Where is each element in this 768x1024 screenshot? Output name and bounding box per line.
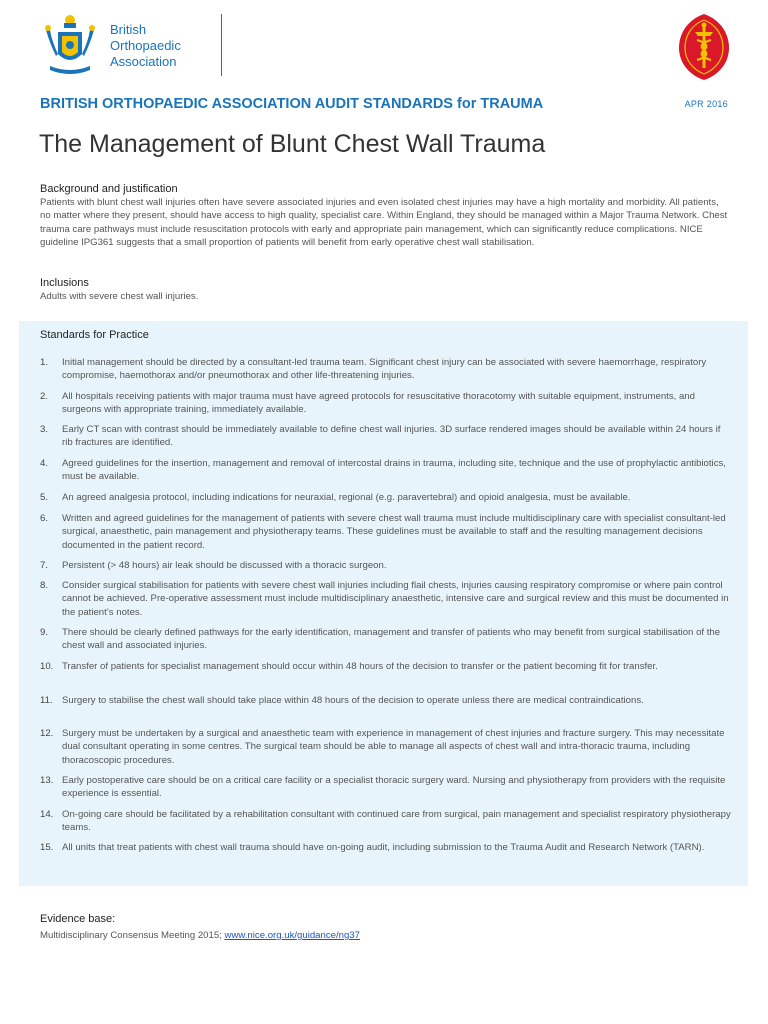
page-header [0,0,768,100]
inclusions-text: Adults with severe chest wall injuries. [40,291,199,302]
standard-text: Consider surgical stabilisation for patients with severe chest wall injuries including flail chests, injuries causing respiratory compromise or where pain control cannot be achieved. Pre-operative assessment must include multidisciplinary anaesthetic, intensive care and surgical review and this must be documented in the patient’s notes. [62,580,729,618]
inclusions-heading: Inclusions [40,277,89,289]
report-supertitle: BRITISH ORTHOPAEDIC ASSOCIATION AUDIT STANDARDS for TRAUMA [40,96,544,112]
standard-text: All units that treat patients with chest wall trauma should have on-going audit, including submission to the Trauma Audit and Research Network (TARN). [62,842,705,853]
background-heading: Background and justification [40,183,178,195]
standard-text: On-going care should be facilitated by a rehabilitation consultant with continued care from surgical, pain management and specialist respiratory physiotherapy teams. [62,809,731,834]
standard-number: 13. [40,775,54,786]
standard-number: 6. [40,513,49,524]
standard-number: 9. [40,627,49,638]
standard-number: 1. [40,357,49,368]
evidence-text [40,930,360,941]
standard-text: An agreed analgesia protocol, including indications for neuraxial, regional (e.g. paravertebral) and opioid analgesia, must be available. [62,492,631,503]
standard-number: 3. [40,424,49,435]
background-text: Patients with blunt chest wall injuries often have severe associated injuries and even isolated chest injuries may have a high mortality and morbidity. All patients, no matter where they present, should have access to high quality, specialist care. Within England, they should be managed within a Major Trauma Network. Chest trauma care pathways must include resuscitation protocols with early and appropriate pain management, which can significantly reduce complications. NICE guideline IPG361 suggests that a small proportion of patients will benefit from early operative chest wall stabilisation. [40,197,728,248]
page-title: The Management of Blunt Chest Wall Trauma [39,130,546,158]
standard-text: There should be clearly defined pathways for the early identification, management and transfer of patients who may benefit from surgical stabilisation of the chest wall and associated injuries. [62,627,721,652]
standard-number: 10. [40,661,54,672]
standard-text: Surgery must be undertaken by a surgical and anaesthetic team with experience in management of chest injuries and fracture surgery. This may necessitate dual consultant operating in some centres. The surgical team should be able to manage all aspects of chest wall and intra-thoracic trauma, including thoracoscopic procedures. [62,728,725,766]
standards-panel [19,321,748,886]
publication-date: APR 2016 [684,99,728,109]
standard-number: 12. [40,728,54,739]
standard-number: 4. [40,458,49,469]
standard-number: 14. [40,809,54,820]
standard-text: Persistent (> 48 hours) air leak should be discussed with a thoracic surgeon. [62,560,387,571]
standard-text: Early CT scan with contrast should be immediately available to define chest wall injuries. 3D surface rendered images should be available within 24 hours if rib fractures are identified. [62,424,721,449]
caduceus-badge-logo [677,12,731,82]
standard-number: 7. [40,560,49,571]
standard-text: Early postoperative care should be on a critical care facility or a specialist thoracic surgery ward. Nursing and physiotherapy from providers with the requisite experience is essential. [62,775,726,800]
standard-number: 5. [40,492,49,503]
evidence-heading: Evidence base: [40,913,116,925]
standard-text: Initial management should be directed by a consultant-led trauma team. Significant chest injury can be associated with severe haemorrhage, respiratory compromise, haemothorax and/or pneumothorax and other life-threatening injuries. [62,357,707,382]
standard-text: Written and agreed guidelines for the management of patients with severe chest wall trauma must include multidisciplinary care with specialist consultant-led surgical, anaesthetic, pain management and physiotherapy teams. These guidelines must be available to staff and the resulting management decisions documented in the patient record. [62,513,726,551]
standard-number: 15. [40,842,54,853]
evidence-source: Multidisciplinary Consensus Meeting 2015; [40,930,225,941]
standard-text: Transfer of patients for specialist management should occur within 48 hours of the decision to transfer or the patient becoming fit for transfer. [62,661,658,672]
boa-crest-logo [40,10,100,80]
standards-heading: Standards for Practice [40,329,149,341]
org-name: British Orthopaedic Association [110,22,181,69]
standard-number: 2. [40,391,49,402]
header-divider [221,14,222,76]
standard-text: All hospitals receiving patients with major trauma must have agreed protocols for resuscitative thoracotomy with suitable equipment, instruments, and surgeons with appropriate training, immediately available. [62,391,695,416]
standard-text: Agreed guidelines for the insertion, management and removal of intercostal drains in trauma, including site, technique and the use of prophylactic antibiotics, must be available. [62,458,726,483]
standard-number: 8. [40,580,49,591]
standard-number: 11. [40,695,53,706]
nice-guidance-link[interactable]: www.nice.org.uk/guidance/ng37 [224,930,360,941]
standard-text: Surgery to stabilise the chest wall should take place within 48 hours of the decision to operate unless there are medical contraindications. [62,695,644,706]
